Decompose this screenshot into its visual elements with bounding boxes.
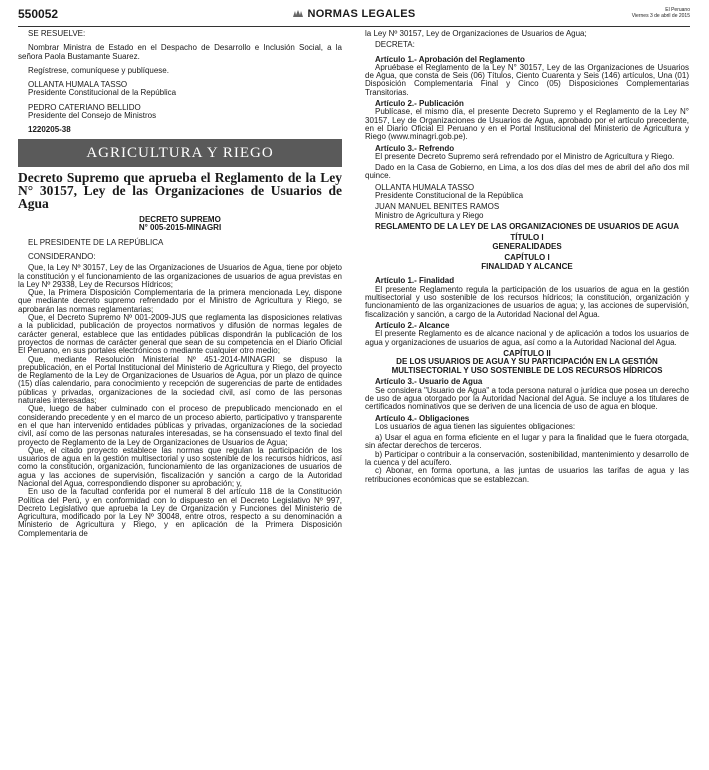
capitulo-2-title: DE LOS USUARIOS DE AGUA Y SU PARTICIPACIÓN EN LA GESTIÓN MULTISECTORIAL Y USO SOSTENIBLE DE LOS RECURSOS HÍDRICOS — [391, 357, 663, 375]
reg-article-2-title: Artículo 2.- Alcance — [375, 320, 450, 330]
publication-code: 1220205-38 — [28, 125, 71, 135]
reg-article-1-title: Artículo 1.- Finalidad — [375, 276, 455, 286]
considerando-1: Que, la Ley Nº 30157, Ley de las Organizaciones de Usuarios de Agua, tiene por objeto la constitución y el funcionamiento de las organizaciones de usuarios de agua previstas en la Ley Nº 29338, Ley de Recursos Hídricos; — [18, 263, 342, 289]
considerando-3: Que, el Decreto Supremo Nº 001-2009-JUS que reglamenta las disposiciones relativas a la publicidad, publicación de proyectos normativos y difusión de normas legales de carácter general, establece que las entidades públicas dispondrán la publicación de los proyectos de normas de carácter general que sean de su competencia en el Diario Oficial El Peruano, en sus portales electrónicos o mediante cualquier otro medio; — [18, 313, 342, 356]
decree-number: N° 005-2015-MINAGRI — [138, 223, 222, 233]
presidente-heading: EL PRESIDENTE DE LA REPÚBLICA — [28, 237, 164, 247]
edition-newspaper: El Peruano — [665, 7, 690, 13]
right-column — [365, 30, 689, 484]
signature-1-role: Presidente Constitucional de la República — [28, 88, 177, 98]
obligation-a: a) Usar el agua en forma eficiente en el lugar y para la finalidad que le fuera otorgada, sin afectar derechos de terceros. — [365, 433, 689, 451]
reg-article-4-text: Los usuarios de agua tienen las siguientes obligaciones: — [375, 421, 576, 431]
considerando-7: En uso de la facultad conferida por el numeral 8 del artículo 118 de la Constitución Política del Perú, y en conformidad con lo dispuesto en el Decreto Legislativo Nº 997, Decreto Legislativo que aprueba la Ley de Organización y Funciones del Ministerio de Agricultura, modificado por la Ley Nº 30048, entre otros, respecto a su denominación a Ministerio de Agricultura y Riego, y en aplicación de la Primera Disposición Complementaria de — [18, 487, 342, 538]
el-peruano-logo-icon — [292, 9, 304, 18]
article-2-title: Artículo 2.- Publicación — [375, 99, 464, 109]
brand-text: NORMAS LEGALES — [307, 8, 416, 20]
capitulo-2-heading: CAPÍTULO II — [503, 348, 551, 358]
capitulo-1-heading: CAPÍTULO I — [504, 253, 550, 263]
reg-article-4-title: Artículo 4.- Obligaciones — [375, 413, 470, 423]
considerando-heading: CONSIDERANDO: — [28, 251, 96, 261]
considerando-2: Que, la Primera Disposición Complementaria de la primera mencionada Ley, dispone que mediante decreto supremo refrendado por el Ministro de Agricultura y Riego, se aprobarán las normas reglamentarias; — [18, 288, 342, 314]
publication-brand — [18, 8, 690, 20]
article-1-text: Apruébase el Reglamento de la Ley N° 30157, Ley de las Organizaciones de Usuarios de Agua, que consta de Seis (06) Títulos, Ciento Cuarenta y Seis (146) artículos, Una (01) Disposición Complementaria Final y Cinco (05) Disposiciones Complementarias Transitorias. — [365, 62, 689, 97]
article-2-text: Publícase, el mismo día, el presente Decreto Supremo y el Reglamento de la Ley N° 30157, Ley de Organizaciones de Usuarios de Agua, aprobado por el artículo precedente, en el Diario Oficial El Peruano y en el Portal Institucional del Ministerio de Agricultura y Riego (www.minagri.gob.pe). — [365, 107, 689, 142]
article-1-title: Artículo 1.- Aprobación del Reglamento — [375, 54, 525, 64]
reg-article-3-text: Se considera "Usuario de Agua" a toda persona natural o jurídica que posea un derecho de uso de agua otorgado por la Autoridad Nacional del Agua. Se incluye a los titulares de certificados nominativos que se deriven de una licencia de uso de agua en bloque. — [365, 385, 689, 412]
finalidad-alcance-heading: FINALIDAD Y ALCANCE — [481, 261, 573, 271]
se-resuelve: SE RESUELVE: — [28, 29, 86, 38]
signature-1-role: Presidente Constitucional de la República — [375, 191, 524, 201]
continuation-text: la Ley Nº 30157, Ley de Organizaciones de Usuarios de Agua; — [365, 29, 587, 38]
obligation-b: b) Participar o contribuir a la conservación, sostenibilidad, mantenimiento y desarrollo de la cuenca y del acuífero. — [365, 449, 689, 467]
reg-article-2-text: El presente Reglamento es de alcance nacional y de aplicación a todos los usuarios de agua y organizaciones de usuarios de agua, así como a la Autoridad Nacional del Agua. — [365, 329, 689, 347]
registrese-text: Regístrese, comuníquese y publíquese. — [28, 65, 169, 75]
article-3-title: Artículo 3.- Refrendo — [375, 143, 455, 153]
titulo-heading: TÍTULO I — [510, 233, 544, 243]
signature-1-name: OLLANTA HUMALA TASSO — [28, 80, 128, 90]
page-header — [18, 6, 690, 27]
signature-2-name: JUAN MANUEL BENITES RAMOS — [375, 202, 500, 212]
article-3-text: El presente Decreto Supremo será refrendado por el Ministro de Agricultura y Riego. — [375, 151, 675, 161]
page-number: 550052 — [18, 7, 59, 21]
considerando-4: Que, mediante Resolución Ministerial Nº 451-2014-MINAGRI se dispuso la prepublicación, en el Portal Institucional del Ministerio de Agricultura y Riego, del proyecto de Reglamento de la Ley de Organizaciones de Usuarios de Agua, por un plazo de quince (15) días calendario, para conocimiento y recepción de sugerencias de parte de entidades públicas y privadas, organizaciones de la sociedad civil, así como de las personas naturales interesadas; — [18, 354, 342, 406]
resuelve-text: Nombrar Ministra de Estado en el Despacho de Desarrollo e Inclusión Social, a la señora Paola Bustamante Suarez. — [18, 43, 342, 61]
left-column — [18, 30, 342, 538]
generalidades-heading: GENERALIDADES — [492, 241, 562, 251]
reg-article-1-text: El presente Reglamento regula la participación de los usuarios de agua en la gestión multisectorial y uso sostenible de los recursos hídricos; la constitución, organización y funcionamiento de las organizaciones de usuarios de agua; y, las acciones de supervisión, fiscalización y sanción, a cargo de la Autoridad Nacional del Agua. — [365, 284, 689, 319]
edition-date: Viernes 3 de abril de 2015 — [631, 13, 690, 19]
signature-2-role: Presidente del Consejo de Ministros — [28, 111, 157, 121]
considerando-6: Que, el citado proyecto establece las normas que regulan la participación de los usuarios de agua en la gestión multisectorial y uso sostenible de los recursos hídricos, así como la constitución, organización, funcionamiento de las organizaciones de usuarios de agua y las acciones de supervisión, fiscalización y sanción a cargo de la Autoridad Nacional del Agua, correspondiendo disponer su aprobación; y, — [18, 445, 342, 488]
sector-banner: AGRICULTURA Y RIEGO — [18, 139, 342, 167]
decree-title: Decreto Supremo que aprueba el Reglamento de la Ley N° 30157, Ley de las Organizaciones de Usuarios de Agua — [18, 169, 342, 211]
signature-2-name: PEDRO CATERIANO BELLIDO — [28, 102, 141, 112]
obligation-c: c) Abonar, en forma oportuna, a las juntas de usuarios las tarifas de agua y las retribuciones económicas que se establezcan. — [365, 466, 689, 484]
decreta-heading: DECRETA: — [375, 40, 415, 50]
edition-info — [632, 7, 690, 19]
signature-2-role: Ministro de Agricultura y Riego — [375, 210, 484, 220]
reg-article-3-title: Artículo 3.- Usuario de Agua — [375, 377, 483, 387]
considerando-5: Que, luego de haber culminado con el proceso de prepublicado mencionado en el considerando precedente y en el marco de un proceso abierto, participativo y transparente en el que han intervenido entidades públicas y privadas, organizaciones de la sociedad civil, así como de las personas naturales interesadas, se ha consensuado el texto final del proyecto de Reglamento de la Ley de Organizaciones de Usuarios de Agua; — [18, 404, 342, 447]
reglamento-title: REGLAMENTO DE LA LEY DE LAS ORGANIZACIONES DE USUARIOS DE AGUA — [374, 221, 680, 231]
decree-label: DECRETO SUPREMO — [139, 214, 221, 224]
signature-1-name: OLLANTA HUMALA TASSO — [375, 182, 475, 192]
dado-text: Dado en la Casa de Gobierno, en Lima, a los dos días del mes de abril del año dos mil quince. — [365, 163, 689, 181]
